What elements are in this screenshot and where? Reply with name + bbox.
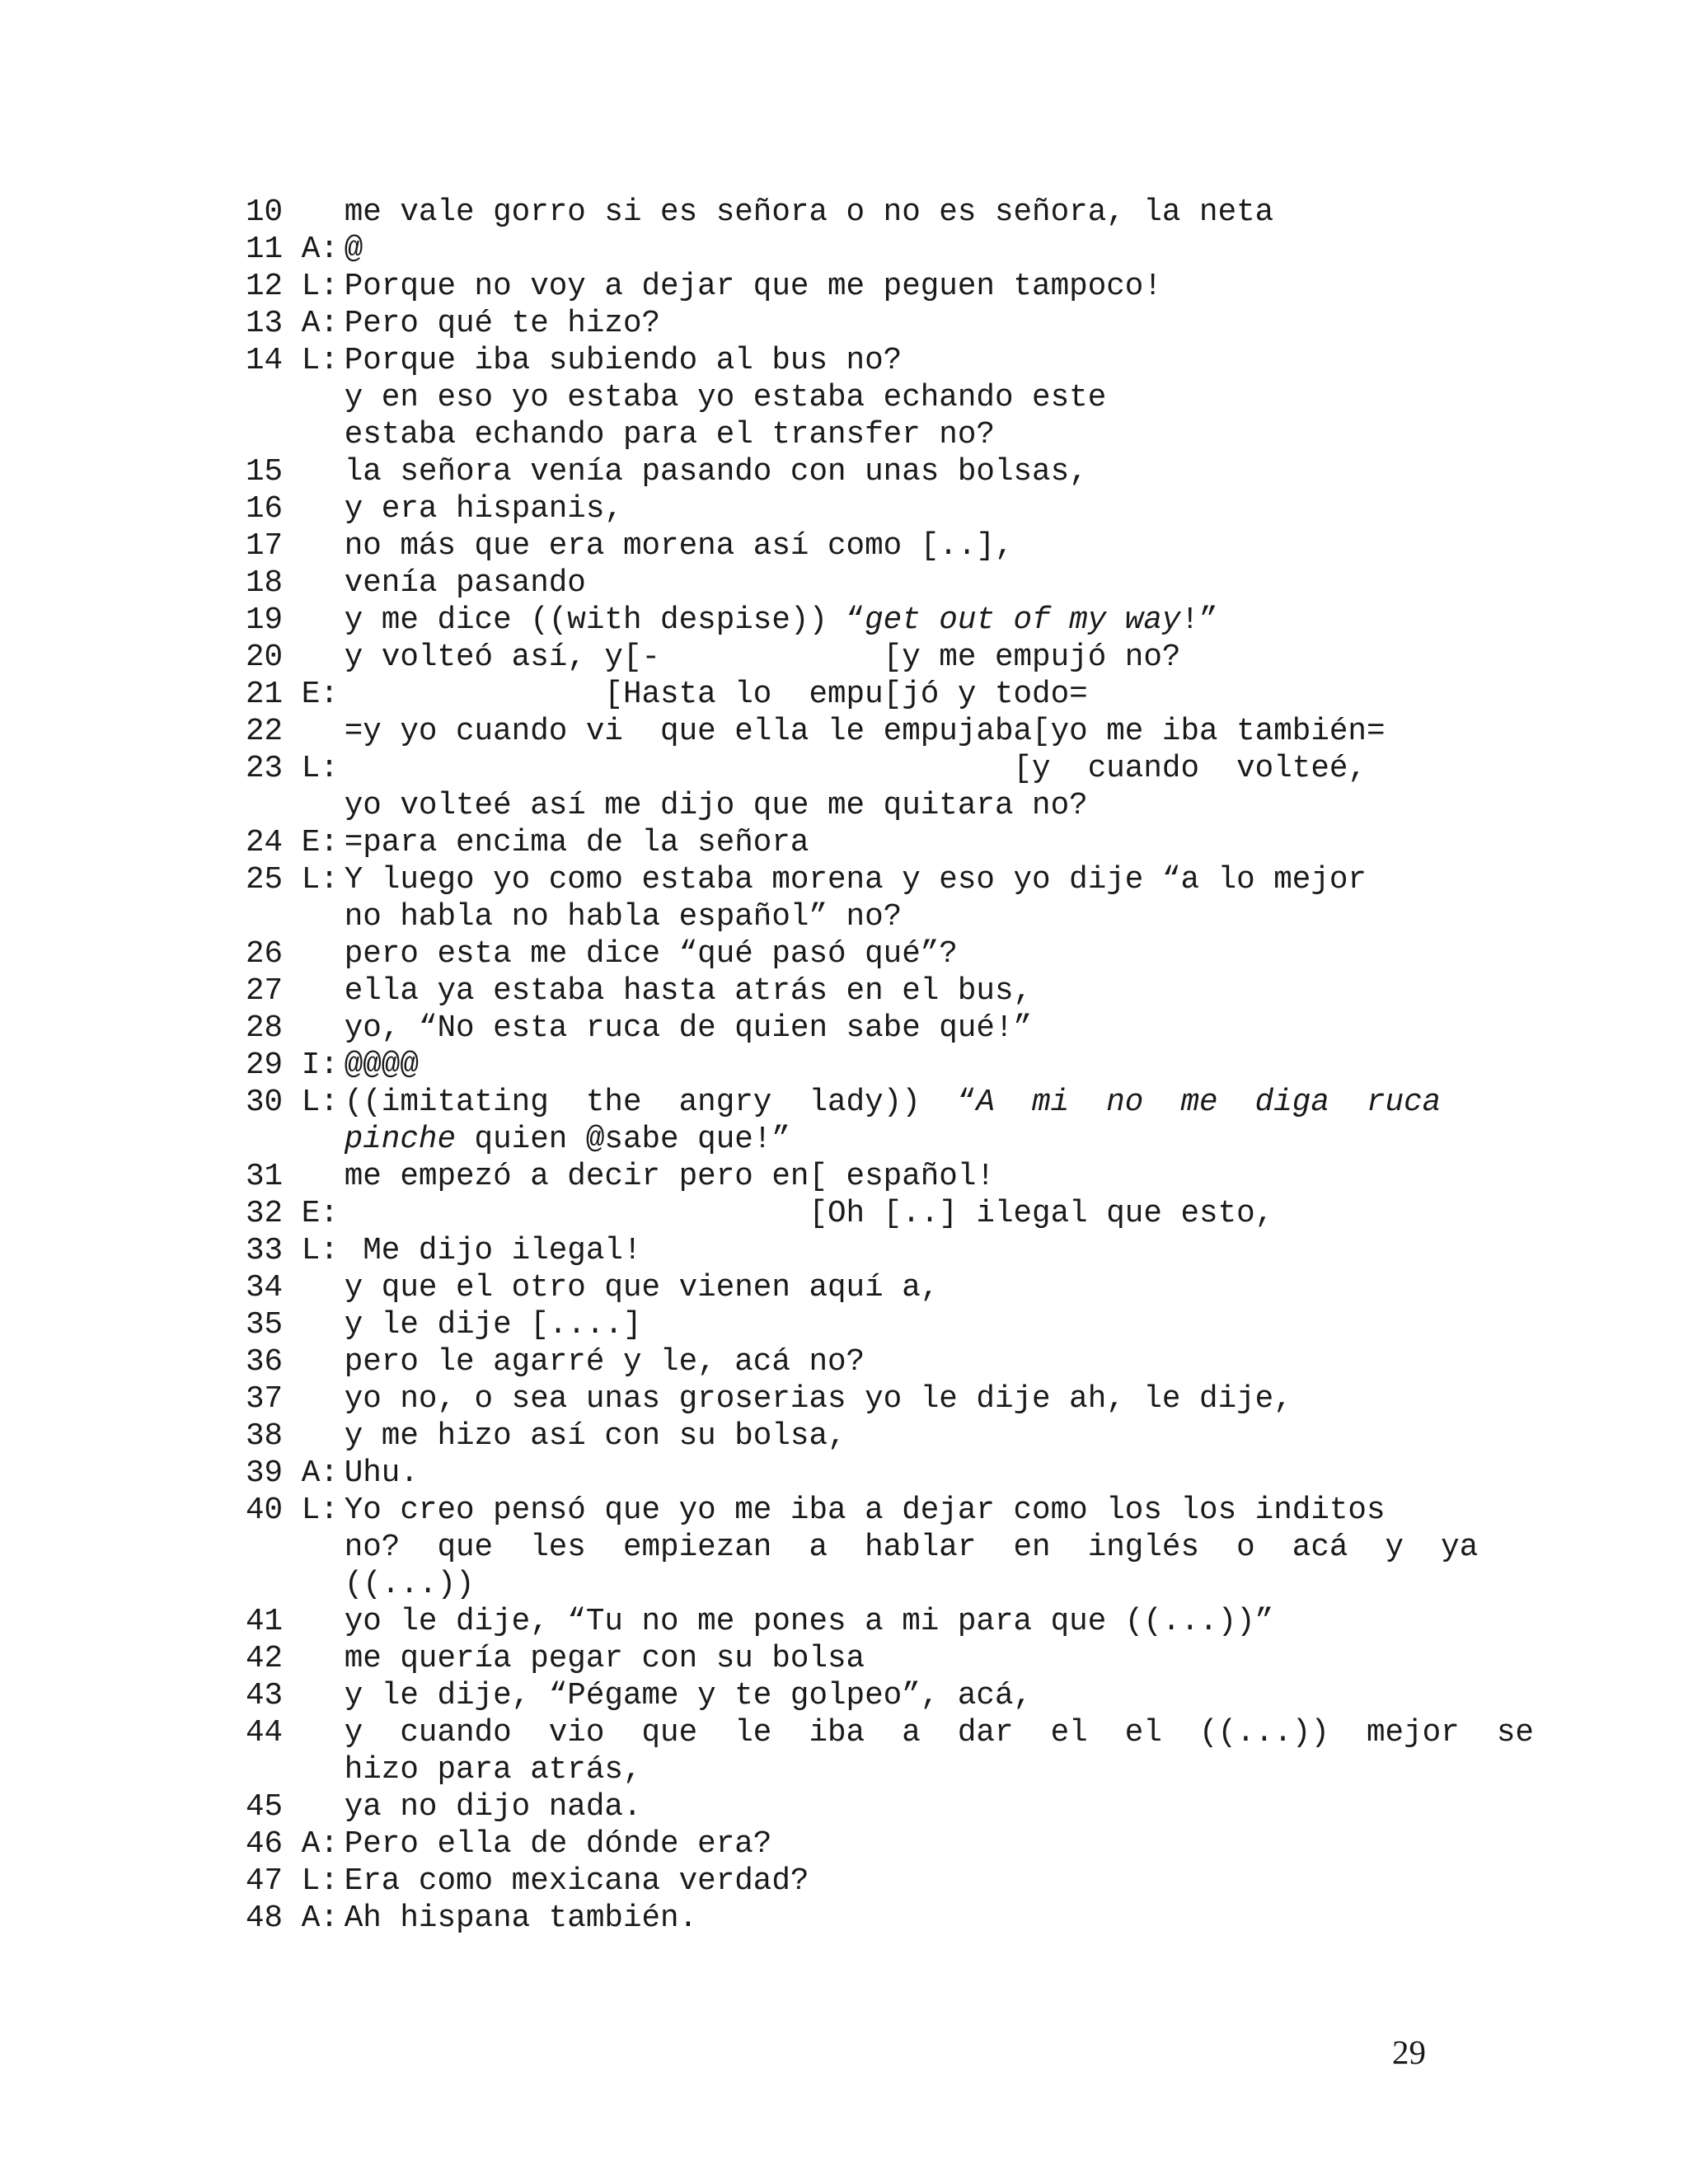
utterance-text: no? que les empiezan a hablar en inglés o acá y ya	[344, 1530, 1479, 1565]
transcript-line	[246, 1752, 1426, 1789]
speaker-label	[302, 1678, 345, 1715]
line-number: 34	[246, 1271, 284, 1305]
speaker-label: L:	[301, 1234, 339, 1268]
utterance-text: no habla no habla español” no?	[344, 900, 903, 935]
utterance-text: y volteó así, y[- [y me empujó no?	[344, 640, 1181, 675]
speaker-label: L:	[301, 752, 339, 786]
imitated-speech: A mi no me diga ruca	[976, 1085, 1442, 1120]
utterance-text: me vale gorro si es señora o no es señora, la neta	[344, 195, 1274, 230]
transcript-line	[246, 1567, 1426, 1604]
speaker-label: E:	[301, 677, 339, 712]
transcript-line	[246, 677, 1426, 714]
transcript-line	[246, 862, 1426, 899]
transcript-line	[246, 1900, 1426, 1938]
utterance-text: yo no, o sea unas groserias yo le dije ah, le dije,	[344, 1382, 1292, 1417]
speaker-label: L:	[301, 1493, 339, 1528]
transcript-line	[246, 1047, 1426, 1085]
line-number: 43	[246, 1679, 284, 1713]
speaker-label	[302, 714, 345, 751]
speaker-label	[302, 1010, 345, 1047]
utterance-text: pero le agarré y le, acá no?	[344, 1345, 865, 1380]
speaker-label: A:	[301, 1901, 339, 1936]
line-number: 32	[246, 1197, 284, 1231]
utterance-text: estaba echando para el transfer no?	[344, 418, 995, 452]
utterance-text: Pero ella de dónde era?	[344, 1827, 772, 1862]
utterance-text: Porque iba subiendo al bus no?	[344, 344, 903, 378]
line-number: 33	[246, 1234, 284, 1268]
transcript-line	[246, 1789, 1426, 1826]
transcript-line	[246, 1418, 1426, 1455]
utterance-text: [Oh [..] ilegal que esto,	[344, 1197, 1274, 1231]
transcript-line	[246, 1641, 1426, 1678]
transcript-line	[246, 1270, 1426, 1307]
utterance-text-part: ((imitating the angry lady)) “	[344, 1085, 977, 1120]
speaker-label	[302, 1344, 345, 1381]
transcript-line	[246, 1196, 1426, 1233]
utterance-text: Porque no voy a dejar que me peguen tampoco!	[344, 269, 1162, 304]
speaker-label: L:	[301, 863, 339, 898]
speaker-label: L:	[301, 269, 339, 304]
utterance-text: y era hispanis,	[344, 492, 623, 527]
transcript-line	[246, 1678, 1426, 1715]
utterance-text	[345, 1085, 1441, 1122]
line-number: 24	[246, 826, 284, 860]
utterance-text: no más que era morena así como [..],	[344, 529, 1014, 564]
transcript-line	[246, 714, 1426, 751]
utterance-text: y le dije [....]	[344, 1308, 642, 1343]
speaker-label	[302, 194, 345, 232]
line-number: 25	[246, 863, 284, 898]
transcript-line	[246, 380, 1426, 417]
speaker-label: L:	[301, 344, 339, 378]
line-number: 20	[246, 640, 284, 675]
transcript-line	[246, 1085, 1442, 1122]
line-number: 14	[246, 344, 284, 378]
utterance-text: Y luego yo como estaba morena y eso yo dije “a lo mejor	[344, 863, 1367, 898]
transcript	[246, 194, 1534, 1938]
speaker-label	[302, 1715, 345, 1752]
line-number: 12	[246, 269, 284, 304]
line-number: 30	[246, 1085, 284, 1120]
utterance-text-part: y me dice ((with despise)) “	[344, 603, 865, 638]
utterance-text	[345, 602, 1426, 640]
line-number	[246, 1752, 302, 1789]
line-number: 18	[246, 566, 284, 601]
transcript-line	[246, 1344, 1426, 1381]
line-number: 41	[246, 1605, 284, 1639]
utterance-text: Yo creo pensó que yo me iba a dejar como los los inditos	[344, 1493, 1386, 1528]
speaker-label	[302, 454, 345, 491]
speaker-label	[302, 1641, 345, 1678]
speaker-label	[302, 936, 345, 973]
speaker-label	[302, 491, 345, 528]
speaker-label: I:	[301, 1048, 339, 1083]
speaker-label	[302, 565, 345, 602]
utterance-text: =y yo cuando vi que ella le empujaba[yo me iba también=	[344, 715, 1386, 749]
utterance-text: ya no dijo nada.	[344, 1790, 642, 1825]
utterance-text-part: quien @sabe que!”	[456, 1122, 790, 1157]
utterance-text: pero esta me dice “qué pasó qué”?	[344, 937, 958, 972]
utterance-text: Me dijo ilegal!	[344, 1234, 642, 1268]
line-number	[246, 1122, 302, 1159]
speaker-label	[302, 1530, 345, 1567]
speaker-label: A:	[301, 1827, 339, 1862]
utterance-text	[345, 1122, 1426, 1159]
speaker-label: E:	[301, 1197, 339, 1231]
line-number: 35	[246, 1308, 284, 1343]
line-number: 46	[246, 1827, 284, 1862]
speaker-label	[302, 899, 345, 936]
line-number: 28	[246, 1011, 284, 1046]
transcript-line	[246, 899, 1426, 936]
line-number: 39	[246, 1456, 284, 1491]
utterance-text: y en eso yo estaba yo estaba echando este	[344, 381, 1107, 415]
utterance-text: y me hizo así con su bolsa,	[344, 1419, 846, 1454]
speaker-label	[302, 1418, 345, 1455]
speaker-label	[302, 1122, 345, 1159]
speaker-label	[302, 640, 345, 677]
speaker-label: L:	[301, 1864, 339, 1899]
line-number: 15	[246, 455, 284, 490]
line-number: 48	[246, 1901, 284, 1936]
transcript-line	[246, 269, 1426, 306]
transcript-line	[246, 640, 1426, 677]
line-number: 22	[246, 715, 284, 749]
transcript-line	[246, 1715, 1534, 1752]
transcript-line	[246, 454, 1426, 491]
transcript-line	[246, 602, 1426, 640]
utterance-text: Era como mexicana verdad?	[344, 1864, 809, 1899]
utterance-text: @@@@	[344, 1048, 419, 1083]
line-number: 16	[246, 492, 284, 527]
speaker-label: L:	[301, 1085, 339, 1120]
line-number: 23	[246, 752, 284, 786]
line-number	[246, 1567, 302, 1604]
line-number: 26	[246, 937, 284, 972]
speaker-label	[302, 1270, 345, 1307]
line-number: 10	[246, 195, 284, 230]
utterance-text: yo volteé así me dijo que me quitara no?	[344, 789, 1088, 823]
line-number: 36	[246, 1345, 284, 1380]
utterance-text: me empezó a decir pero en[ español!	[344, 1160, 995, 1194]
transcript-line	[246, 343, 1426, 380]
transcript-line	[246, 491, 1426, 528]
line-number: 45	[246, 1790, 284, 1825]
utterance-text: hizo para atrás,	[344, 1753, 642, 1788]
transcript-line	[246, 973, 1426, 1010]
transcript-line	[246, 1455, 1426, 1493]
speaker-label	[302, 528, 345, 565]
line-number: 21	[246, 677, 284, 712]
utterance-text: Pero qué te hizo?	[344, 307, 661, 341]
line-number	[246, 1530, 302, 1567]
transcript-line	[246, 1010, 1426, 1047]
utterance-text: y que el otro que vienen aquí a,	[344, 1271, 940, 1305]
transcript-line	[246, 1307, 1426, 1344]
utterance-text: [Hasta lo empu[jó y todo=	[344, 677, 1088, 712]
utterance-text: me quería pegar con su bolsa	[344, 1642, 865, 1676]
speaker-label	[302, 380, 345, 417]
transcript-line	[246, 788, 1426, 825]
line-number: 11	[246, 232, 284, 267]
transcript-line	[246, 565, 1426, 602]
line-number	[246, 380, 302, 417]
utterance-text: y le dije, “Pégame y te golpeo”, acá,	[344, 1679, 1033, 1713]
speaker-label	[302, 1381, 345, 1418]
transcript-line	[246, 1233, 1426, 1270]
utterance-text: Uhu.	[344, 1456, 419, 1491]
line-number: 42	[246, 1642, 284, 1676]
transcript-line	[246, 1493, 1426, 1530]
line-number	[246, 417, 302, 454]
utterance-text-part: !”	[1180, 603, 1218, 638]
utterance-text: ((...))	[344, 1568, 475, 1602]
utterance-text: yo le dije, “Tu no me pones a mi para que ((...))”	[344, 1605, 1274, 1639]
line-number	[246, 788, 302, 825]
speaker-label	[302, 1307, 345, 1344]
transcript-line	[246, 936, 1426, 973]
transcript-line	[246, 232, 1426, 269]
speaker-label: A:	[301, 232, 339, 267]
utterance-text: [y cuando volteé,	[344, 752, 1367, 786]
transcript-line	[246, 1530, 1479, 1567]
utterance-text: venía pasando	[344, 566, 586, 601]
utterance-text: la señora venía pasando con unas bolsas,	[344, 455, 1088, 490]
line-number: 13	[246, 307, 284, 341]
speaker-label: A:	[301, 1456, 339, 1491]
transcript-line	[246, 417, 1426, 454]
transcript-line	[246, 1604, 1426, 1641]
speaker-label: A:	[301, 307, 339, 341]
line-number: 47	[246, 1864, 284, 1899]
utterance-text: y cuando vio que le iba a dar el el ((...)) mejor se	[344, 1716, 1534, 1750]
speaker-label	[302, 788, 345, 825]
transcript-line	[246, 528, 1426, 565]
transcript-line	[246, 1826, 1426, 1863]
speaker-label	[302, 1789, 345, 1826]
speaker-label	[302, 1159, 345, 1196]
imitated-speech: pinche	[344, 1122, 456, 1157]
line-number: 44	[246, 1716, 284, 1750]
utterance-text: Ah hispana también.	[344, 1901, 698, 1936]
transcript-line	[246, 1863, 1426, 1900]
speaker-label	[302, 602, 345, 640]
speaker-label	[302, 1567, 345, 1604]
transcript-line	[246, 1122, 1426, 1159]
transcript-line	[246, 1159, 1426, 1196]
line-number: 19	[246, 603, 284, 638]
page-number: 29	[1392, 2033, 1426, 2071]
line-number: 38	[246, 1419, 284, 1454]
line-number: 27	[246, 974, 284, 1009]
line-number: 29	[246, 1048, 284, 1083]
english-quote: get out of my way	[865, 603, 1181, 638]
transcript-line	[246, 1381, 1426, 1418]
line-number: 31	[246, 1160, 284, 1194]
utterance-text: yo, “No esta ruca de quien sabe qué!”	[344, 1011, 1033, 1046]
transcript-line	[246, 825, 1426, 862]
speaker-label	[302, 1752, 345, 1789]
line-number: 40	[246, 1493, 284, 1528]
line-number	[246, 899, 302, 936]
transcript-line	[246, 194, 1426, 232]
transcript-line	[246, 306, 1426, 343]
speaker-label	[302, 973, 345, 1010]
utterance-text: =para encima de la señora	[344, 826, 809, 860]
transcript-line	[246, 751, 1426, 788]
speaker-label	[302, 1604, 345, 1641]
speaker-label: E:	[301, 826, 339, 860]
line-number: 37	[246, 1382, 284, 1417]
utterance-text: ella ya estaba hasta atrás en el bus,	[344, 974, 1033, 1009]
line-number: 17	[246, 529, 284, 564]
speaker-label	[302, 417, 345, 454]
utterance-text: @	[344, 232, 363, 267]
